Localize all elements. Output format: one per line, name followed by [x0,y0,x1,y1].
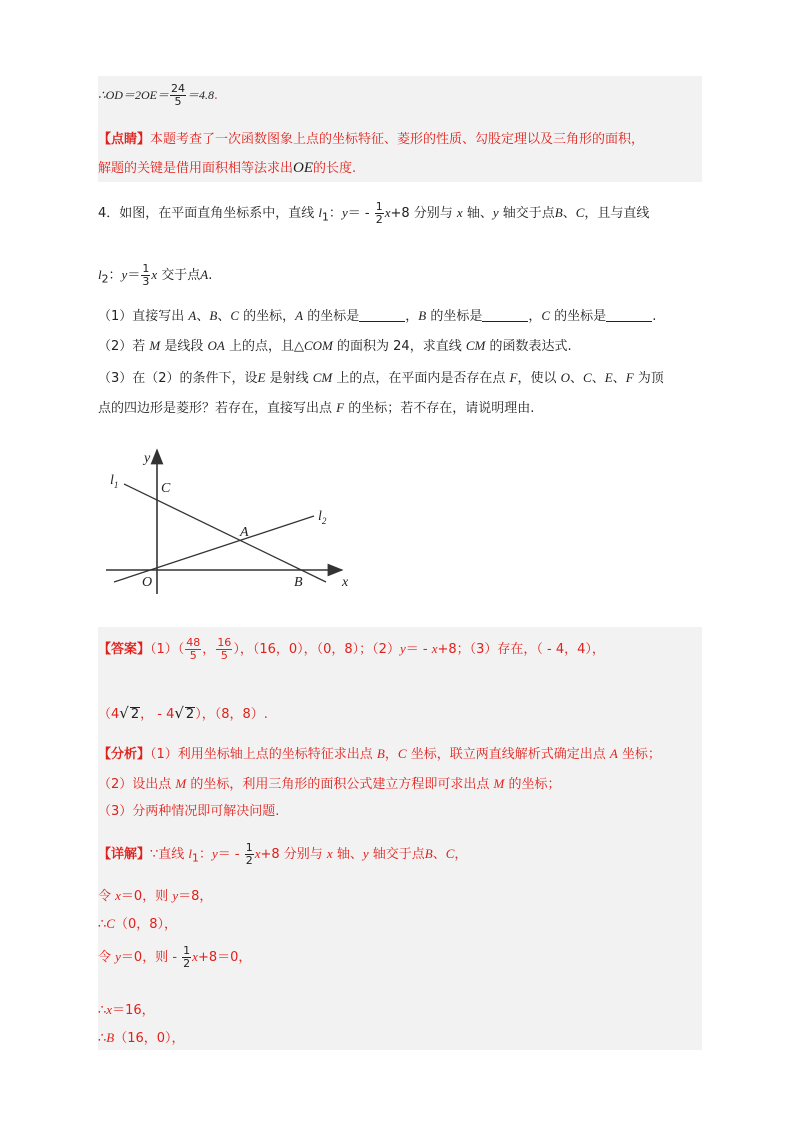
od-fraction: $\frac{24}{5}$ [170,82,185,108]
answer-frac-1: $\frac{48}{5}$ [186,636,201,662]
answer-blank-b[interactable] [482,307,528,322]
coordinate-graph [104,446,364,596]
problem-line-1: 4．如图，在平面直角坐标系中，直线 $l_1$：y＝ - $\frac{1}{2}$ x+8 分别与 x 轴、y 轴交于点B、C，且与直线 [98,200,650,226]
detail-step-frac: $\frac{1}{2}$ [183,944,191,970]
detail-line-1: 【详解】∵直线 $l_1$：y＝ - $\frac{1}{2}$ x+8 分别与 x 轴、y 轴交于点B、C， [98,841,468,867]
comment-line-1: 【点睛】本题考查了一次函数图象上点的坐标特征、菱形的性质、勾股定理以及三角形的面积， [98,132,645,147]
point-o-label: O [142,575,153,590]
answer-blank-c[interactable] [606,307,652,322]
point-a-label: A [240,525,249,540]
problem-line-2: $l_2$：y＝ $\frac{1}{3}$ x 交于点A. [98,262,213,288]
answer-blank-a[interactable] [359,307,405,322]
detail-step-1: 令 x＝0，则 y＝8， [98,888,213,904]
analysis-line-1: 【分析】（1）利用坐标轴上点的坐标特征求出点 B，C 坐标，联立两直线解析式确定出点 A 坐标； [98,746,661,762]
slope-fraction: $\frac{1}{2}$ [375,200,383,226]
y-axis-label: y [144,451,151,466]
detail-step-4: ∴x＝16， [98,1002,155,1018]
answer-line-2: （4√ 2， - 4√ 2），（8，8）. [98,704,268,722]
line-l2 [114,516,314,582]
point-b-label: B [294,575,303,590]
od-equation: ∴OD＝2OE＝ $\frac{24}{5}$ ＝4.8. [98,82,218,108]
comment-line-2: 解题的关键是借用面积相等法求出OE的长度. [98,160,357,176]
l2-label: $l_2$ [318,509,327,526]
question-3-line-2: 点的四边形是菱形？若存在，直接写出点 F 的坐标；若不存在，请说明理由. [98,400,535,416]
answer-frac-2: $\frac{16}{5}$ [217,636,232,662]
answer-line-1: 【答案】（1）（ $\frac{48}{5}$ ， $\frac{16}{5}$ ），（16，0），（0，8）；（2）y＝ - x+8；（3）存在，（ - 4，4）， [98,636,605,662]
l1-label: $l_1$ [110,473,119,490]
line-l1 [124,484,326,582]
l2-slope-fraction: $\frac{1}{3}$ [142,262,150,288]
question-3-line-1: （3）在（2）的条件下，设E 是射线 CM 上的点，在平面内是否存在点 F，使以 O、C、E、F 为顶 [98,370,664,386]
point-c-label: C [161,481,171,496]
analysis-line-3: （3）分两种情况即可解决问题. [98,804,280,819]
x-axis-label: x [342,575,349,590]
detail-step-5: ∴B（16，0）， [98,1030,185,1046]
question-1: （1）直接写出 A、B、C 的坐标，A 的坐标是 ，B 的坐标是 ，C 的坐标是 . [98,308,657,324]
detail-frac: $\frac{1}{2}$ [245,841,253,867]
question-2: （2）若 M 是线段 OA 上的点，且△COM 的面积为 24，求直线 CM 的函数表达式. [98,338,572,354]
detail-step-3: 令 y＝0，则 - $\frac{1}{2}$ x+8＝0， [98,944,252,970]
analysis-line-2: （2）设出点 M 的坐标，利用三角形的面积公式建立方程即可求出点 M 的坐标； [98,776,561,792]
detail-step-2: ∴C（0，8）， [98,916,177,932]
